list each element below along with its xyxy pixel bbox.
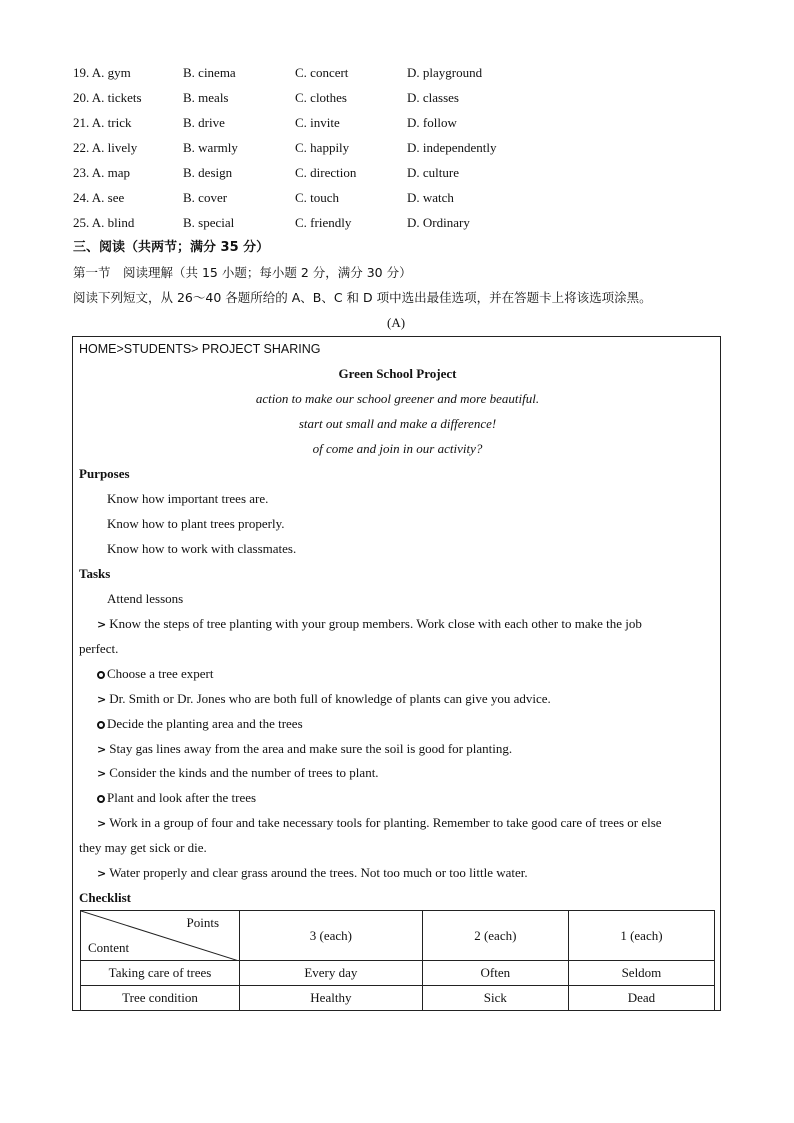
purpose-item: Know how to work with classmates. [107, 541, 297, 556]
question-20 [73, 88, 713, 108]
checklist-heading: Checklist [79, 890, 131, 905]
question-20-b: B. meals [183, 90, 229, 105]
tagline-2: start out small and make a difference! [298, 416, 497, 431]
column-header: 3 (each) [240, 911, 423, 961]
task-4-detail-2: > Water properly and clear grass around the trees. Not too much or too little water. [97, 865, 528, 880]
question-20-d: D. classes [407, 90, 459, 105]
question-24-a: 24. A. see [73, 190, 125, 205]
question-22-b: B. warmly [183, 140, 238, 155]
tagline-3: of come and join in our activity? [312, 441, 483, 456]
question-19-c: C. concert [295, 65, 349, 80]
checklist-table [80, 910, 715, 1011]
section-subtitle: 第一节 阅读理解（共 15 小题；每小题 2 分，满分 30 分） [73, 265, 412, 280]
table-cell: Sick [422, 986, 568, 1011]
question-20-a: 20. A. tickets [73, 90, 142, 105]
table-cell: Healthy [240, 986, 423, 1011]
question-21-a: 21. A. trick [73, 115, 132, 130]
question-25-c: C. friendly [295, 215, 352, 230]
question-22 [73, 138, 713, 158]
column-header: 1 (each) [568, 911, 714, 961]
arrow-icon: > [97, 767, 107, 780]
question-21-c: C. invite [295, 115, 340, 130]
tasks-heading: Tasks [79, 566, 111, 581]
column-header: 2 (each) [422, 911, 568, 961]
table-cell: Dead [568, 986, 714, 1011]
passage-label: (A) [387, 315, 406, 330]
question-19 [73, 63, 713, 83]
question-24 [73, 188, 713, 208]
question-22-d: D. independently [407, 140, 497, 155]
section-title: 三、阅读（共两节；满分 35 分） [73, 240, 270, 255]
question-22-c: C. happily [295, 140, 350, 155]
question-24-b: B. cover [183, 190, 228, 205]
task-4-detail-1-cont: they may get sick or die. [79, 840, 207, 855]
arrow-icon: > [97, 743, 107, 756]
purpose-item: Know how important trees are. [107, 491, 269, 506]
question-25 [73, 213, 713, 233]
circle-bullet-icon [97, 671, 105, 679]
row-label: Tree condition [81, 986, 240, 1011]
question-24-c: C. touch [295, 190, 340, 205]
arrow-icon: > [97, 693, 107, 706]
question-20-c: C. clothes [295, 90, 347, 105]
table-row [81, 961, 715, 986]
header-content: Content [88, 940, 130, 955]
breadcrumb: HOME>STUDENTS> PROJECT SHARING [79, 342, 321, 356]
table-cell: Seldom [568, 961, 714, 986]
question-24-d: D. watch [407, 190, 454, 205]
purpose-item: Know how to plant trees properly. [107, 516, 285, 531]
question-19-a: 19. A. gym [73, 65, 131, 80]
table-cell: Often [422, 961, 568, 986]
table-cell: Every day [240, 961, 423, 986]
task-1-title: Attend lessons [107, 591, 184, 606]
task-4-detail-1: > Work in a group of four and take necessary tools for planting. Remember to take good care of trees or else [97, 815, 662, 830]
circle-bullet-icon [97, 721, 105, 729]
circle-bullet-icon [97, 795, 105, 803]
question-21 [73, 113, 713, 133]
passage-title: Green School Project [338, 366, 457, 381]
question-21-d: D. follow [407, 115, 457, 130]
header-points: Points [186, 915, 219, 930]
passage-box [72, 336, 721, 1011]
task-3-detail-1: > Stay gas lines away from the area and make sure the soil is good for planting. [97, 741, 513, 756]
arrow-icon: > [97, 817, 107, 830]
table-row [81, 986, 715, 1011]
question-23-a: 23. A. map [73, 165, 131, 180]
section-instruction: 阅读下列短文，从 26～40 各题所给的 A、B、C 和 D 项中选出最佳选项，并在答题卡上将该选项涂黑。 [73, 290, 652, 305]
question-25-b: B. special [183, 215, 235, 230]
task-1-detail: > Know the steps of tree planting with your group members. Work close with each other to make the job [97, 616, 642, 631]
table-header-row [81, 911, 715, 961]
question-25-a: 25. A. blind [73, 215, 135, 230]
diagonal-header-cell [81, 911, 240, 961]
question-19-b: B. cinema [183, 65, 236, 80]
question-21-b: B. drive [183, 115, 225, 130]
task-4-title: Plant and look after the trees [97, 788, 256, 808]
task-1-detail-cont: perfect. [79, 641, 119, 656]
arrow-icon: > [97, 618, 107, 631]
question-22-a: 22. A. lively [73, 140, 138, 155]
task-3-detail-2: > Consider the kinds and the number of trees to plant. [97, 765, 379, 780]
question-23-c: C. direction [295, 165, 357, 180]
question-23 [73, 163, 713, 183]
task-3-title: Decide the planting area and the trees [97, 714, 303, 734]
row-label: Taking care of trees [81, 961, 240, 986]
arrow-icon: > [97, 867, 107, 880]
task-2-title: Choose a tree expert [97, 664, 213, 684]
question-23-d: D. culture [407, 165, 459, 180]
question-19-d: D. playground [407, 65, 483, 80]
question-25-d: D. Ordinary [407, 215, 470, 230]
tagline-1: action to make our school greener and more beautiful. [255, 391, 540, 406]
task-2-detail: > Dr. Smith or Dr. Jones who are both full of knowledge of plants can give you advice. [97, 691, 551, 706]
purposes-heading: Purposes [79, 466, 130, 481]
question-23-b: B. design [183, 165, 233, 180]
